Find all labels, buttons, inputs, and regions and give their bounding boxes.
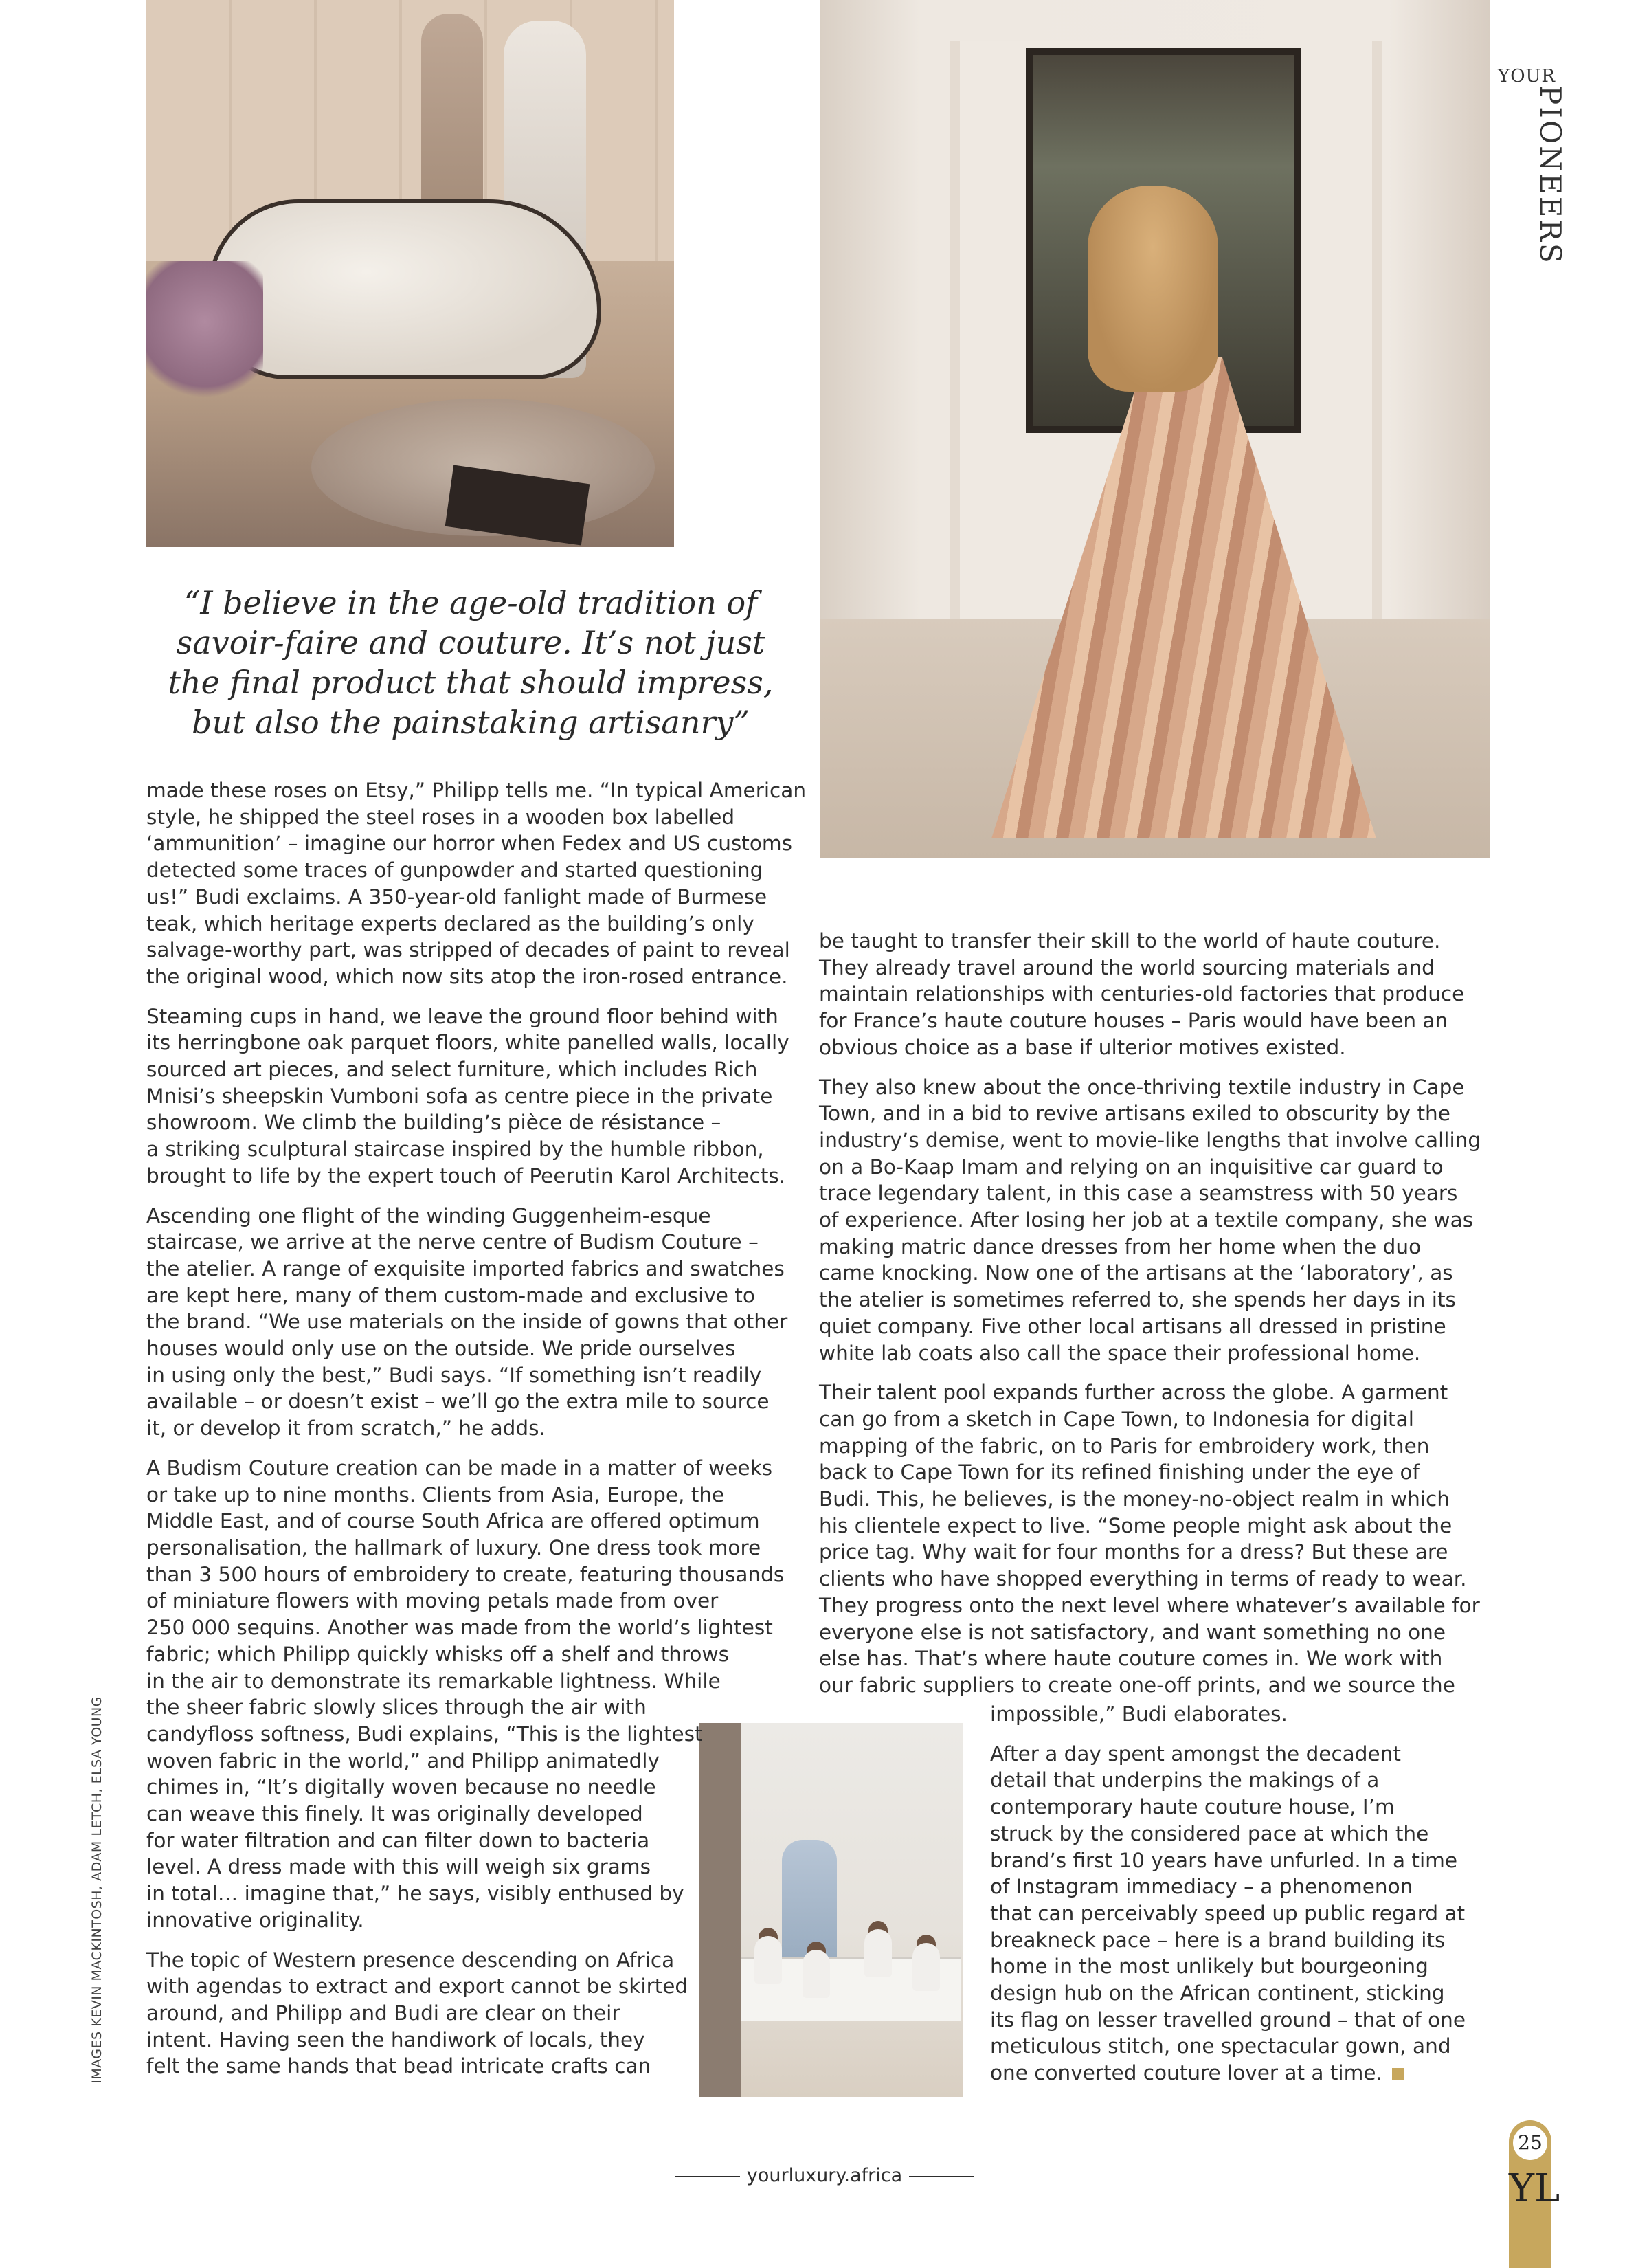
- text-line: around, and Philipp and Budi are clear on their: [146, 2001, 620, 2025]
- text-line: salvage-worthy part, was stripped of decades of paint to reveal: [146, 938, 790, 962]
- text-line: innovative originality.: [146, 1908, 364, 1932]
- text-line: came knocking. Now one of the artisans at the ‘laboratory’, as: [819, 1261, 1453, 1285]
- footer: [0, 2165, 1649, 2186]
- text-line: brought to life by the expert touch of Peerutin Karol Architects.: [146, 1164, 786, 1188]
- text-line: quiet company. Five other local artisans all dressed in pristine: [819, 1314, 1446, 1338]
- showroom-photo: [146, 0, 674, 547]
- text-line: The topic of Western presence descending on Africa: [146, 1948, 675, 1972]
- text-line: one converted couture lover at a time.: [990, 2060, 1485, 2087]
- text-line: They already travel around the world sourcing materials and: [819, 955, 1435, 979]
- text-line: of miniature flowers with moving petals made from over: [146, 1589, 719, 1613]
- footer-rule-left: [675, 2176, 740, 2177]
- text-line: price tag. Why wait for four months for a dress? But these are: [819, 1540, 1448, 1564]
- narrow-column: [990, 1701, 1485, 2100]
- text-line: woven fabric in the world,” and Philipp animatedly: [146, 1748, 660, 1772]
- text-line: Ascending one flight of the winding Guggenheim-esque: [146, 1203, 711, 1227]
- text-line: trace legendary talent, in this case a seamstress with 50 years: [819, 1181, 1458, 1205]
- text-line: in total… imagine that,” he says, visibly enthused by: [146, 1882, 684, 1906]
- text-line: fabric; which Philipp quickly whisks off a shelf and throws: [146, 1642, 729, 1666]
- text-line: teak, which heritage experts declared as the building’s only: [146, 911, 754, 935]
- text-line: in using only the best,” Budi says. “If something isn’t readily: [146, 1363, 762, 1387]
- paragraph: [146, 1947, 806, 2080]
- text-line: on a Bo-Kaap Imam and relying on an inquisitive car guard to: [819, 1155, 1444, 1179]
- text-line: that can perceivably speed up public regard at: [990, 1901, 1466, 1925]
- text-line: us!” Budi exclaims. A 350-year-old fanlight made of Burmese: [146, 885, 767, 909]
- sculptural-sofa: [208, 199, 601, 379]
- paragraph: [990, 1701, 1485, 1728]
- text-line: A Budism Couture creation can be made in a matter of weeks: [146, 1456, 773, 1480]
- page-badge: [1509, 2120, 1560, 2268]
- text-line: houses would only use on the outside. We pride ourselves: [146, 1337, 736, 1361]
- text-line: the atelier. A range of exquisite imported fabrics and swatches: [146, 1256, 785, 1280]
- paragraph: [819, 1379, 1479, 1698]
- text-line: maintain relationships with centuries-old factories that produce: [819, 982, 1465, 1006]
- text-line: design hub on the African continent, sticking: [990, 1981, 1445, 2005]
- section-label: [1498, 66, 1567, 265]
- text-line: made these roses on Etsy,” Philipp tells me. “In typical American: [146, 779, 807, 802]
- text-line: After a day spent amongst the decadent: [990, 1742, 1401, 1766]
- text-line: his clientele expect to live. “Some people might ask about the: [819, 1513, 1452, 1537]
- text-line: it, or develop it from scratch,” he adds.: [146, 1416, 546, 1441]
- section-label-pioneers: PIONEERS: [1534, 85, 1567, 265]
- section-label-your: YOUR: [1498, 66, 1556, 87]
- flower-vase: [146, 261, 263, 412]
- paragraph: [146, 1003, 806, 1190]
- text-line: home in the most unlikely but bourgeoning: [990, 1955, 1428, 1979]
- text-line: its herringbone oak parquet floors, white panelled walls, locally: [146, 1031, 789, 1055]
- footer-site: yourluxury.africa: [746, 2165, 903, 2186]
- text-line: else has. That’s where haute couture comes in. We work with: [819, 1647, 1443, 1671]
- text-line: intent. Having seen the handiwork of locals, they: [146, 2027, 645, 2052]
- text-line: staircase, we arrive at the nerve centre of Budism Couture –: [146, 1230, 759, 1254]
- text-line: style, he shipped the steel roses in a wooden box labelled: [146, 805, 735, 829]
- text-line: contemporary haute couture house, I’m: [990, 1795, 1395, 1819]
- model-gown-photo: [820, 0, 1490, 858]
- text-line: 250 000 sequins. Another was made from the world’s lightest: [146, 1616, 773, 1640]
- right-column: [819, 928, 1479, 1712]
- page-number: 25: [1513, 2126, 1547, 2160]
- paragraph: [819, 928, 1479, 1061]
- end-mark-icon: [1392, 2068, 1404, 2080]
- artisan: [912, 1943, 940, 1991]
- text-line: showroom. We climb the building’s pièce de résistance –: [146, 1111, 721, 1135]
- text-line: with agendas to extract and export cannot be skirted: [146, 1975, 688, 1999]
- text-line: mapping of the fabric, on to Paris for embroidery work, then: [819, 1434, 1430, 1458]
- footer-rule-right: [909, 2176, 974, 2177]
- text-line: our fabric suppliers to create one-off prints, and we source the: [819, 1673, 1455, 1697]
- text-line: of Instagram immediacy – a phenomenon: [990, 1875, 1413, 1899]
- text-line: or take up to nine months. Clients from Asia, Europe, the: [146, 1482, 725, 1507]
- left-column: [146, 777, 806, 2093]
- text-line: They also knew about the once-thriving textile industry in Cape: [819, 1075, 1465, 1099]
- artisan: [803, 1950, 830, 1998]
- text-line: candyfloss softness, Budi explains, “This is the lightest: [146, 1722, 703, 1746]
- text-line: than 3 500 hours of embroidery to create, featuring thousands: [146, 1562, 785, 1586]
- mannequin: [421, 14, 483, 220]
- text-line: sourced art pieces, and select furniture, which includes Rich: [146, 1058, 758, 1082]
- paragraph: [146, 1455, 806, 1934]
- text-line: available – or doesn’t exist – we’ll go the extra mile to source: [146, 1390, 770, 1414]
- text-line: detail that underpins the makings of a: [990, 1768, 1380, 1792]
- text-line: impossible,” Budi elaborates.: [990, 1702, 1288, 1726]
- paragraph: [819, 1074, 1479, 1367]
- text-line: level. A dress made with this will weigh six grams: [146, 1855, 651, 1879]
- text-line: Town, and in a bid to revive artisans exiled to obscurity by the: [819, 1102, 1450, 1126]
- brand-monogram: YL: [1509, 2166, 1560, 2211]
- text-line: can weave this finely. It was originally developed: [146, 1802, 643, 1826]
- text-line: the original wood, which now sits atop the iron-rosed entrance.: [146, 964, 788, 988]
- paragraph: [990, 1741, 1485, 2087]
- text-line: in the air to demonstrate its remarkable lightness. While: [146, 1669, 721, 1693]
- text-line: the brand. “We use materials on the inside of gowns that other: [146, 1310, 788, 1334]
- text-line: Budi. This, he believes, is the money-no-object realm in which: [819, 1487, 1450, 1511]
- text-line: industry’s demise, went to movie-like lengths that involve calling: [819, 1128, 1481, 1152]
- text-line: personalisation, the hallmark of luxury. One dress took more: [146, 1535, 761, 1559]
- text-line: its flag on lesser travelled ground – that of one: [990, 2008, 1466, 2032]
- text-line: the sheer fabric slowly slices through the air with: [146, 1696, 647, 1720]
- text-line: breakneck pace – here is a brand building its: [990, 1928, 1446, 1952]
- text-line: meticulous stitch, one spectacular gown, and: [990, 2034, 1451, 2058]
- artisan: [864, 1929, 892, 1977]
- text-line: are kept here, many of them custom-made and exclusive to: [146, 1283, 755, 1307]
- text-line: everyone else is not satisfactory, and want something no one: [819, 1620, 1446, 1644]
- text-line: brand’s first 10 years have unfurled. In a time: [990, 1848, 1458, 1872]
- text-line: white lab coats also call the space their professional home.: [819, 1341, 1421, 1365]
- paragraph: [146, 1203, 806, 1442]
- text-line: a striking sculptural staircase inspired by the humble ribbon,: [146, 1137, 764, 1161]
- text-line: back to Cape Town for its refined finishing under the eye of: [819, 1460, 1420, 1485]
- model-hair: [1088, 186, 1218, 392]
- text-line: They progress onto the next level where whatever’s available for: [819, 1593, 1480, 1617]
- text-line: for France’s haute couture houses – Paris would have been an: [819, 1009, 1448, 1033]
- paragraph: [146, 777, 806, 990]
- text-line: Middle East, and of course South Africa are offered optimum: [146, 1509, 760, 1533]
- text-line: of experience. After losing her job at a textile company, she was: [819, 1208, 1474, 1232]
- text-line: struck by the considered pace at which the: [990, 1821, 1429, 1845]
- text-line: clients who have shopped everything in terms of ready to wear.: [819, 1567, 1467, 1591]
- text-line: Their talent pool expands further across the globe. A garment: [819, 1381, 1448, 1405]
- text-line: be taught to transfer their skill to the world of haute couture.: [819, 929, 1441, 953]
- text-line: making matric dance dresses from her home when the duo: [819, 1234, 1422, 1258]
- text-line: can go from a sketch in Cape Town, to Indonesia for digital: [819, 1407, 1414, 1431]
- text-line: obvious choice as a base if ulterior motives existed.: [819, 1035, 1346, 1059]
- text-line: for water filtration and can filter down to bacteria: [146, 1828, 650, 1852]
- text-line: Mnisi’s sheepskin Vumboni sofa as centre piece in the private: [146, 1084, 773, 1108]
- photo-credits: IMAGES KEVIN MACKINTOSH, ADAM LETCH, ELSA YOUNG: [89, 1696, 104, 2084]
- text-line: felt the same hands that bead intricate crafts can: [146, 2054, 651, 2078]
- text-line: the atelier is sometimes referred to, she spends her days in its: [819, 1288, 1456, 1312]
- text-line: Steaming cups in hand, we leave the ground floor behind with: [146, 1004, 778, 1028]
- pull-quote: “I believe in the age-old tradition of savoir-faire and couture. It’s not just the final product that should impress, but also the painstaking artisanry”: [168, 584, 774, 741]
- text-line: ‘ammunition’ – imagine our horror when Fedex and US customs: [146, 832, 793, 856]
- text-line: detected some traces of gunpowder and started questioning: [146, 858, 763, 882]
- text-line: chimes in, “It’s digitally woven because no needle: [146, 1775, 656, 1799]
